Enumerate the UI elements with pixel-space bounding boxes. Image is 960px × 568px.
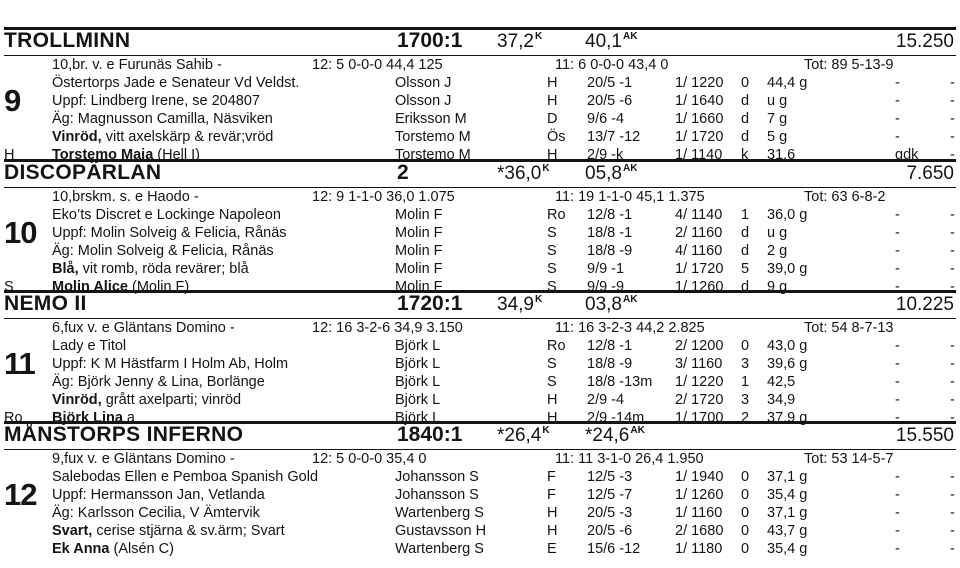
start-info bbox=[52, 74, 299, 92]
race-placement: - bbox=[950, 243, 955, 259]
shoe-code: 3 bbox=[741, 392, 750, 408]
driver-name: Björk L bbox=[395, 374, 441, 390]
start-row bbox=[0, 540, 960, 558]
track-code: H bbox=[547, 93, 558, 109]
start-info-text: Östertorps Jade e Senateur Vd Veldst. bbox=[52, 75, 300, 91]
season-stats-previous: 11: 16 3-2-3 44,2 2.825 bbox=[555, 320, 705, 336]
track-code: Ös bbox=[547, 129, 566, 145]
shoe-code: 0 bbox=[741, 523, 750, 539]
start-info-text: grått axelparti; vinröd bbox=[101, 392, 242, 408]
start-info-bold: Svart, bbox=[52, 523, 93, 539]
race-date: 12/5 -7 bbox=[587, 487, 633, 503]
odds-winner-suffix: AK bbox=[622, 31, 638, 42]
odds-v75-suffix: K bbox=[542, 425, 550, 436]
shoe-code: d bbox=[741, 129, 750, 145]
race-placement: - bbox=[950, 487, 955, 503]
start-row bbox=[0, 355, 960, 373]
race-odds: - bbox=[895, 523, 900, 539]
start-info-text: Uppf: Molin Solveig & Felicia, Rånäs bbox=[52, 225, 287, 241]
track-code: F bbox=[547, 487, 556, 503]
race-time: 44,4 g bbox=[767, 75, 808, 91]
track-code: H bbox=[547, 410, 558, 426]
race-date: 12/8 -1 bbox=[587, 207, 633, 223]
race-time: 7 g bbox=[767, 111, 788, 127]
odds-v75-value: *36,0 bbox=[497, 163, 542, 184]
race-date: 12/8 -1 bbox=[587, 338, 633, 354]
odds-winner-value: 05,8 bbox=[585, 163, 622, 184]
track-code: H bbox=[547, 523, 558, 539]
race-distance: 4/ 1160 bbox=[675, 243, 723, 259]
horse-pedigree: 10,br. v. e Furunäs Sahib - bbox=[52, 57, 222, 73]
track-code: S bbox=[547, 243, 557, 259]
horse-prize: 15.250 bbox=[895, 31, 954, 52]
race-distance: 2/ 1200 bbox=[675, 338, 724, 354]
race-time: 43,0 g bbox=[767, 338, 808, 354]
race-placement: - bbox=[950, 392, 955, 408]
start-info bbox=[52, 486, 265, 504]
start-info bbox=[52, 337, 126, 355]
race-date: 9/9 -1 bbox=[587, 261, 625, 277]
race-distance: 1/ 1640 bbox=[675, 93, 724, 109]
start-info-bold: Torstemo Maja bbox=[52, 147, 154, 163]
race-date: 18/8 -9 bbox=[587, 356, 633, 372]
shoe-code: d bbox=[741, 279, 750, 295]
start-number: 12 bbox=[4, 477, 37, 512]
shoe-code: d bbox=[741, 225, 750, 241]
horse-distance: 1720:1 bbox=[397, 292, 463, 315]
start-info bbox=[52, 540, 174, 558]
race-distance: 2/ 1680 bbox=[675, 523, 724, 539]
career-total: Tot: 54 8-7-13 bbox=[804, 320, 894, 336]
start-row bbox=[0, 110, 960, 128]
race-placement: - bbox=[950, 410, 955, 426]
start-info-text: cerise stjärna & sv.ärm; Svart bbox=[92, 523, 285, 539]
shoe-code: 3 bbox=[741, 356, 750, 372]
start-number: 10 bbox=[4, 215, 37, 250]
race-date: 2/9 -k bbox=[587, 147, 624, 163]
horse-stats-row bbox=[0, 56, 960, 74]
race-odds: - bbox=[895, 410, 900, 426]
race-odds: - bbox=[895, 487, 900, 503]
driver-name: Olsson J bbox=[395, 75, 452, 91]
license-code: Ro bbox=[4, 410, 23, 426]
race-odds: - bbox=[895, 279, 900, 295]
odds-v75-value: 34,9 bbox=[497, 294, 534, 315]
race-odds: - bbox=[895, 93, 900, 109]
race-time: 37,1 g bbox=[767, 505, 808, 521]
race-distance: 1/ 1700 bbox=[675, 410, 724, 426]
driver-name: Johansson S bbox=[395, 469, 479, 485]
start-row bbox=[0, 391, 960, 409]
race-distance: 4/ 1140 bbox=[675, 207, 723, 223]
odds-winner-suffix: AK bbox=[630, 425, 645, 436]
start-info bbox=[52, 373, 265, 391]
race-date: 20/5 -3 bbox=[587, 505, 633, 521]
track-code: S bbox=[547, 279, 557, 295]
start-info-text: Äg: Björk Jenny & Lina, Borlänge bbox=[52, 374, 265, 390]
odds-winner-suffix: AK bbox=[622, 163, 638, 174]
race-date: 20/5 -1 bbox=[587, 75, 633, 91]
start-row bbox=[0, 128, 960, 146]
race-date: 9/9 -9 bbox=[587, 279, 625, 295]
track-code: F bbox=[547, 469, 556, 485]
race-odds: gdk bbox=[895, 147, 919, 163]
race-time: u g bbox=[767, 225, 788, 241]
race-placement: - bbox=[950, 261, 955, 277]
race-time: 35,4 g bbox=[767, 487, 808, 503]
race-placement: - bbox=[950, 338, 955, 354]
odds-winner-value: 03,8 bbox=[585, 294, 622, 315]
track-code: H bbox=[547, 505, 558, 521]
driver-name: Björk L bbox=[395, 338, 441, 354]
race-placement: - bbox=[950, 75, 955, 91]
race-time: 39,6 g bbox=[767, 356, 808, 372]
odds-v75-value: 37,2 bbox=[497, 31, 534, 52]
driver-name: Wartenberg S bbox=[395, 505, 484, 521]
start-number: 11 bbox=[4, 346, 35, 381]
season-stats-previous: 11: 11 3-1-0 26,4 1.950 bbox=[555, 451, 704, 467]
driver-name: Molin F bbox=[395, 243, 443, 259]
race-placement: - bbox=[950, 541, 955, 557]
horse-name: DISCOPÄRLAN bbox=[4, 161, 162, 184]
start-info-bold: Vinröd, bbox=[52, 392, 102, 408]
race-placement: - bbox=[950, 225, 955, 241]
driver-name: Johansson S bbox=[395, 487, 479, 503]
driver-name: Björk L bbox=[395, 356, 441, 372]
driver-name: Molin F bbox=[395, 261, 443, 277]
track-code: D bbox=[547, 111, 558, 127]
race-placement: - bbox=[950, 129, 955, 145]
start-info-text: vit romb, röda revärer; blå bbox=[78, 261, 249, 277]
season-stats-current: 12: 5 0-0-0 35,4 0 bbox=[312, 451, 427, 467]
driver-name: Björk L bbox=[395, 392, 441, 408]
race-odds: - bbox=[895, 374, 900, 390]
race-date: 20/5 -6 bbox=[587, 523, 633, 539]
start-row bbox=[0, 522, 960, 540]
start-info-bold: Blå, bbox=[52, 261, 79, 277]
horse-pedigree: 9,fux v. e Gläntans Domino - bbox=[52, 451, 235, 467]
track-code: E bbox=[547, 541, 557, 557]
start-info bbox=[52, 468, 318, 486]
race-placement: - bbox=[950, 469, 955, 485]
driver-name: Torstemo M bbox=[395, 129, 471, 145]
start-row bbox=[0, 92, 960, 110]
race-time: u g bbox=[767, 93, 788, 109]
driver-name: Molin F bbox=[395, 279, 443, 295]
race-distance: 1/ 1260 bbox=[675, 279, 724, 295]
race-time: 34,9 bbox=[767, 392, 796, 408]
race-placement: - bbox=[950, 374, 955, 390]
start-info bbox=[52, 391, 241, 409]
season-stats-previous: 11: 6 0-0-0 43,4 0 bbox=[555, 57, 669, 73]
shoe-code: d bbox=[741, 243, 750, 259]
race-distance: 1/ 1660 bbox=[675, 111, 724, 127]
race-placement: - bbox=[950, 93, 955, 109]
shoe-code: 1 bbox=[741, 207, 750, 223]
license-code: S bbox=[4, 279, 14, 295]
race-time: 35,4 g bbox=[767, 541, 808, 557]
race-odds: - bbox=[895, 207, 900, 223]
career-total: Tot: 53 14-5-7 bbox=[804, 451, 894, 467]
odds-v75 bbox=[497, 31, 542, 53]
shoe-code: 0 bbox=[741, 469, 750, 485]
start-row bbox=[0, 74, 960, 92]
start-info-text: Lady e Titol bbox=[52, 338, 127, 354]
odds-winner bbox=[585, 31, 637, 53]
start-number: 9 bbox=[4, 83, 21, 118]
shoe-code: d bbox=[741, 93, 750, 109]
start-row bbox=[0, 206, 960, 224]
horse-header bbox=[0, 421, 960, 451]
horse-distance: 2 bbox=[397, 161, 409, 184]
race-odds: - bbox=[895, 111, 900, 127]
race-date: 15/6 -12 bbox=[587, 541, 641, 557]
shoe-code: d bbox=[741, 111, 750, 127]
odds-v75-value: *26,4 bbox=[497, 425, 542, 446]
start-row bbox=[0, 373, 960, 391]
race-time: 5 g bbox=[767, 129, 788, 145]
start-row bbox=[0, 504, 960, 522]
season-stats-current: 12: 16 3-2-6 34,9 3.150 bbox=[312, 320, 463, 336]
race-distance: 1/ 1220 bbox=[675, 75, 724, 91]
track-code: S bbox=[547, 374, 557, 390]
race-placement: - bbox=[950, 356, 955, 372]
start-info-text: (Hell I) bbox=[153, 147, 200, 163]
race-odds: - bbox=[895, 129, 900, 145]
start-info-bold: Vinröd, bbox=[52, 129, 102, 145]
race-distance: 1/ 1160 bbox=[675, 505, 723, 521]
race-time: 2 g bbox=[767, 243, 788, 259]
start-info bbox=[52, 110, 273, 128]
shoe-code: 0 bbox=[741, 75, 750, 91]
start-info bbox=[52, 128, 273, 146]
race-distance: 2/ 1160 bbox=[675, 225, 723, 241]
start-info-text: a bbox=[122, 410, 135, 426]
race-distance: 1/ 1720 bbox=[675, 261, 724, 277]
start-row bbox=[0, 224, 960, 242]
track-code: Ro bbox=[547, 338, 566, 354]
shoe-code: 5 bbox=[741, 261, 750, 277]
start-info-text: vitt axelskärp & revär;vröd bbox=[101, 129, 274, 145]
horse-stats-row bbox=[0, 188, 960, 206]
race-distance: 1/ 1180 bbox=[675, 541, 723, 557]
race-placement: - bbox=[950, 111, 955, 127]
race-odds: - bbox=[895, 469, 900, 485]
shoe-code: 0 bbox=[741, 487, 750, 503]
horse-pedigree: 6,fux v. e Gläntans Domino - bbox=[52, 320, 235, 336]
driver-name: Molin F bbox=[395, 207, 443, 223]
track-code: H bbox=[547, 147, 558, 163]
odds-v75-suffix: K bbox=[534, 31, 543, 42]
start-row bbox=[0, 468, 960, 486]
start-info-text: Salebodas Ellen e Pemboa Spanish Gold bbox=[52, 469, 319, 485]
start-info-text: Äg: Magnusson Camilla, Näsviken bbox=[52, 111, 273, 127]
race-date: 18/8 -13m bbox=[587, 374, 653, 390]
start-info bbox=[52, 92, 260, 110]
race-time: 39,0 g bbox=[767, 261, 808, 277]
shoe-code: k bbox=[741, 147, 749, 163]
start-info bbox=[52, 242, 274, 260]
race-time: 37,9 g bbox=[767, 410, 808, 426]
race-distance: 1/ 1140 bbox=[675, 147, 723, 163]
odds-winner bbox=[585, 163, 637, 185]
horse-name: TROLLMINN bbox=[4, 29, 131, 52]
race-date: 2/9 -14m bbox=[587, 410, 645, 426]
start-info-bold: Molin Alice bbox=[52, 279, 128, 295]
shoe-code: 2 bbox=[741, 410, 750, 426]
driver-name: Eriksson M bbox=[395, 111, 467, 127]
track-code: H bbox=[547, 75, 558, 91]
race-odds: - bbox=[895, 243, 900, 259]
driver-name: Molin F bbox=[395, 225, 443, 241]
start-info-text: Uppf: Hermansson Jan, Vetlanda bbox=[52, 487, 265, 503]
start-row bbox=[0, 260, 960, 278]
odds-winner bbox=[585, 294, 637, 316]
license-code: H bbox=[4, 147, 15, 163]
race-time: 31,6 bbox=[767, 147, 796, 163]
race-odds: - bbox=[895, 392, 900, 408]
race-time: 9 g bbox=[767, 279, 788, 295]
horse-pedigree: 10,brskm. s. e Haodo - bbox=[52, 189, 199, 205]
race-date: 13/7 -12 bbox=[587, 129, 641, 145]
race-date: 20/5 -6 bbox=[587, 93, 633, 109]
start-row bbox=[0, 242, 960, 260]
race-date: 12/5 -3 bbox=[587, 469, 633, 485]
start-row bbox=[0, 337, 960, 355]
race-date: 18/8 -1 bbox=[587, 225, 633, 241]
race-odds: - bbox=[895, 75, 900, 91]
odds-v75 bbox=[497, 425, 550, 447]
start-info-text: Eko’ts Discret e Lockinge Napoleon bbox=[52, 207, 281, 223]
shoe-code: 0 bbox=[741, 505, 750, 521]
start-info bbox=[52, 504, 260, 522]
track-code: S bbox=[547, 225, 557, 241]
track-code: H bbox=[547, 392, 558, 408]
horse-header bbox=[0, 27, 960, 57]
race-date: 18/8 -9 bbox=[587, 243, 633, 259]
start-info bbox=[52, 522, 285, 540]
shoe-code: 0 bbox=[741, 541, 750, 557]
start-info bbox=[52, 355, 288, 373]
season-stats-current: 12: 9 1-1-0 36,0 1.075 bbox=[312, 189, 455, 205]
race-odds: - bbox=[895, 225, 900, 241]
race-odds: - bbox=[895, 505, 900, 521]
race-placement: - bbox=[950, 279, 955, 295]
race-distance: 1/ 1220 bbox=[675, 374, 724, 390]
race-time: 42,5 bbox=[767, 374, 796, 390]
start-info bbox=[52, 224, 287, 242]
race-placement: - bbox=[950, 147, 955, 163]
race-time: 37,1 g bbox=[767, 469, 808, 485]
track-code: Ro bbox=[547, 207, 566, 223]
odds-v75 bbox=[497, 294, 542, 316]
horse-name: MÅNSTORPS INFERNO bbox=[4, 423, 244, 446]
start-info-text: Uppf: Lindberg Irene, se 204807 bbox=[52, 93, 260, 109]
race-time: 36,0 g bbox=[767, 207, 808, 223]
driver-name: Gustavsson H bbox=[395, 523, 487, 539]
horse-distance: 1840:1 bbox=[397, 423, 463, 446]
odds-winner-value: 40,1 bbox=[585, 31, 622, 52]
odds-winner bbox=[585, 425, 645, 447]
season-stats-current: 12: 5 0-0-0 44,4 125 bbox=[312, 57, 443, 73]
race-placement: - bbox=[950, 207, 955, 223]
start-row bbox=[0, 486, 960, 504]
career-total: Tot: 63 6-8-2 bbox=[804, 189, 886, 205]
shoe-code: 1 bbox=[741, 374, 750, 390]
race-placement: - bbox=[950, 505, 955, 521]
odds-winner-suffix: AK bbox=[622, 294, 638, 305]
race-distance: 3/ 1160 bbox=[675, 356, 723, 372]
race-time: 43,7 g bbox=[767, 523, 808, 539]
odds-winner-value: *24,6 bbox=[585, 425, 630, 446]
race-odds: - bbox=[895, 261, 900, 277]
race-date: 9/6 -4 bbox=[587, 111, 625, 127]
race-odds: - bbox=[895, 541, 900, 557]
driver-name: Wartenberg S bbox=[395, 541, 484, 557]
driver-name: Björk L bbox=[395, 410, 441, 426]
horse-prize: 7.650 bbox=[906, 163, 954, 184]
odds-v75 bbox=[497, 163, 550, 185]
shoe-code: 0 bbox=[741, 338, 750, 354]
driver-name: Torstemo M bbox=[395, 147, 471, 163]
start-info bbox=[52, 260, 249, 278]
start-info-text: (Molin F) bbox=[128, 279, 190, 295]
career-total: Tot: 89 5-13-9 bbox=[804, 57, 894, 73]
start-info-text: Uppf: K M Hästfarm I Holm Ab, Holm bbox=[52, 356, 289, 372]
start-info-bold: Björk Lina bbox=[52, 410, 123, 426]
race-distance: 1/ 1940 bbox=[675, 469, 724, 485]
driver-name: Olsson J bbox=[395, 93, 452, 109]
race-date: 2/9 -4 bbox=[587, 392, 625, 408]
season-stats-previous: 11: 19 1-1-0 45,1 1.375 bbox=[555, 189, 705, 205]
start-info-text: Äg: Molin Solveig & Felicia, Rånäs bbox=[52, 243, 274, 259]
race-odds: - bbox=[895, 356, 900, 372]
horse-prize: 15.550 bbox=[895, 425, 954, 446]
horse-prize: 10.225 bbox=[895, 294, 954, 315]
horse-header bbox=[0, 290, 960, 320]
start-info-text: (Alsén C) bbox=[109, 541, 174, 557]
horse-stats-row bbox=[0, 450, 960, 468]
race-distance: 1/ 1720 bbox=[675, 129, 724, 145]
start-info-text: Äg: Karlsson Cecilia, V Ämtervik bbox=[52, 505, 260, 521]
odds-v75-suffix: K bbox=[542, 163, 550, 174]
race-distance: 1/ 1260 bbox=[675, 487, 724, 503]
start-info bbox=[52, 206, 281, 224]
horse-distance: 1700:1 bbox=[397, 29, 463, 52]
odds-v75-suffix: K bbox=[534, 294, 543, 305]
horse-header bbox=[0, 159, 960, 189]
horse-name: NEMO II bbox=[4, 292, 87, 315]
race-placement: - bbox=[950, 523, 955, 539]
horse-stats-row bbox=[0, 319, 960, 337]
track-code: S bbox=[547, 261, 557, 277]
race-odds: - bbox=[895, 338, 900, 354]
track-code: S bbox=[547, 356, 557, 372]
race-distance: 2/ 1720 bbox=[675, 392, 724, 408]
start-info-bold: Ek Anna bbox=[52, 541, 110, 557]
